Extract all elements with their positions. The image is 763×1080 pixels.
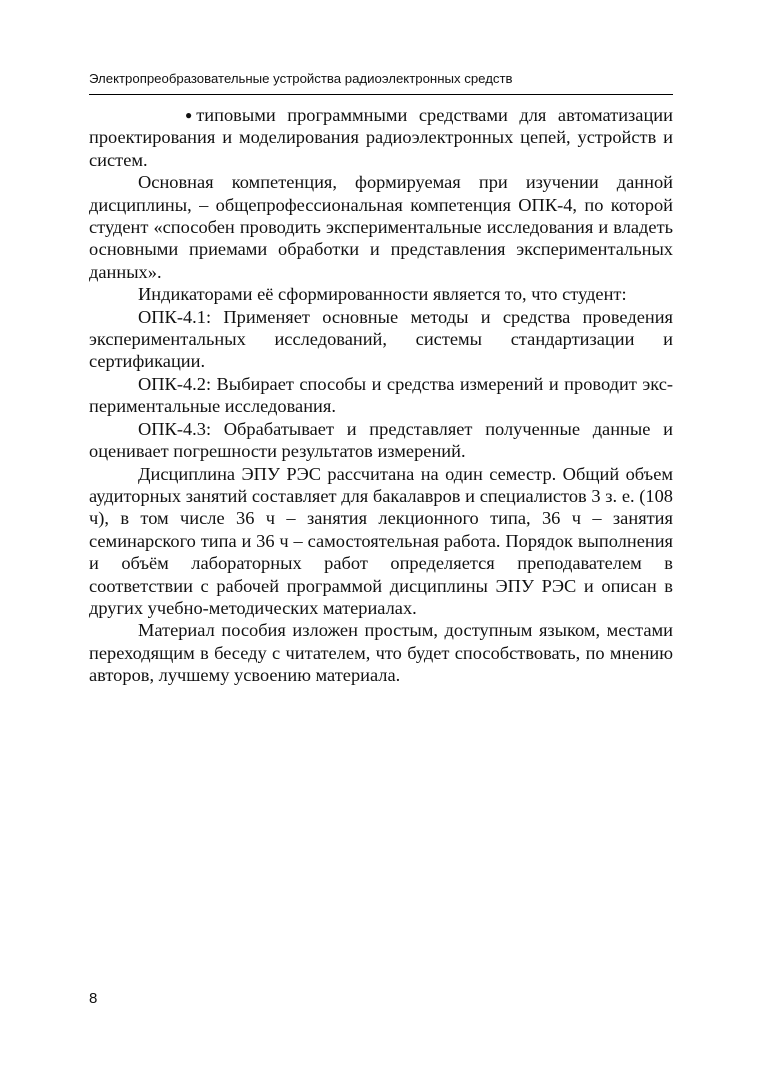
paragraph-opk-4-2: ОПК-4.2: Выбирает способы и средства измерений и проводит экспериментальные исследования. — [89, 373, 673, 417]
paragraph-core-competence: Основная компетенция, формируемая при изучении данной дисциплины, – общепрофессиональная компетенция ОПК-4, по которой студент «способен проводить экспериментальные исследования и владеть основными приемами обработки и представления экспериментальных данных». — [89, 172, 673, 282]
paragraph-indicators-intro: Индикаторами её сформированности является то, что студент: — [138, 284, 627, 305]
paragraph-material-style: Материал пособия изложен простым, доступным языком, местами переходящим в беседу с читателем, что будет способствовать, по мнению авторов, лучшему усвоению материала. — [89, 620, 673, 686]
paragraph-course-hours: Дисциплина ЭПУ РЭС рассчитана на один семестр. Общий объем аудиторных занятий составляет для бакалавров и специалистов 3 з. е. (108 ч), в том числе 36 ч – занятия лекционного типа, 36 ч – занятия семинарского типа и 36 ч – самостоятельная работа. Порядок выполнения и объём лабораторных работ определяется преподавателем в соответствии с рабочей программой дисциплины ЭПУ РЭС и описан в других учебно-методических материалах. — [89, 463, 673, 618]
paragraph-bullet-item — [89, 104, 673, 171]
body-text — [89, 104, 673, 687]
bullet-icon: ● — [185, 108, 193, 122]
page-number: 8 — [89, 990, 98, 1007]
paragraph-opk-4-3: ОПК-4.3: Обрабатывает и представляет полученные данные и оценивает погрешности результатов измерений. — [89, 418, 673, 462]
paragraph-text: типовыми программными средствами для автоматизации проектирования и моделирования радиоэлектронных цепей, устройств и систем. — [89, 105, 673, 170]
paragraph-opk-4-1: ОПК-4.1: Применяет основные методы и средства проведения экспериментальных исследований, системы стандартизации и сертификации. — [89, 306, 673, 372]
running-header: Электропреобразовательные устройства радиоэлектронных средств — [89, 70, 673, 95]
